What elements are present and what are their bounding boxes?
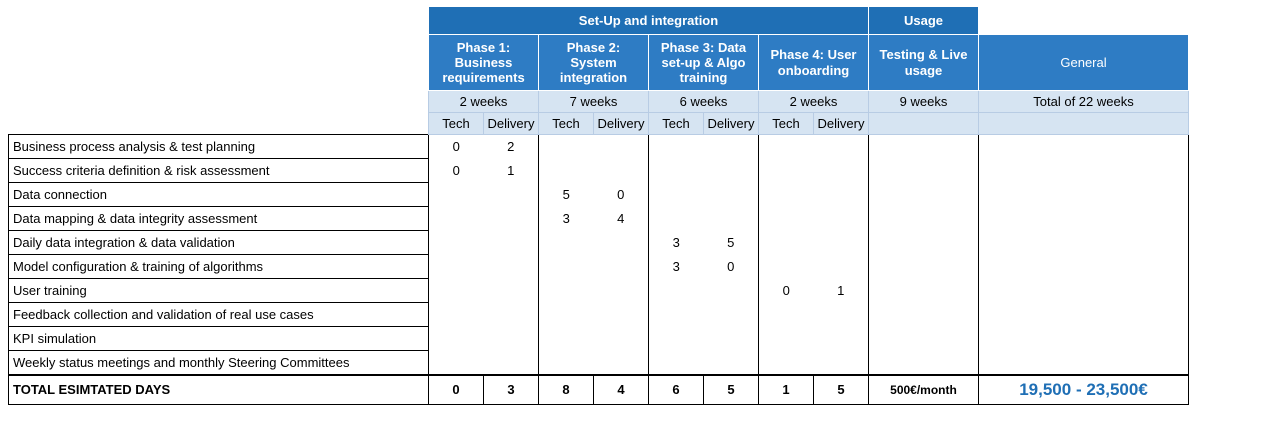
- phase-3-label: Phase 3: Data set-up & Algo training: [649, 35, 759, 91]
- phase-1-delivery-header: Delivery: [484, 113, 539, 135]
- usage-cell: [869, 351, 979, 375]
- cell-value: [814, 351, 869, 375]
- task-label: Data connection: [9, 183, 429, 207]
- cell-value: [539, 327, 594, 351]
- cell-value: [814, 183, 869, 207]
- cell-value: [484, 351, 539, 375]
- cell-value: [704, 279, 759, 303]
- task-label: User training: [9, 279, 429, 303]
- cell-value: [484, 231, 539, 255]
- usage-cell: [869, 135, 979, 159]
- cell-value: [429, 255, 484, 279]
- cell-value: [429, 303, 484, 327]
- cell-value: 0: [759, 279, 814, 303]
- duration-row: [9, 91, 1189, 113]
- phase-2-duration: 7 weeks: [539, 91, 649, 113]
- cell-value: [649, 183, 704, 207]
- cell-value: 0: [704, 255, 759, 279]
- cell-value: [814, 135, 869, 159]
- task-label: Data mapping & data integrity assessment: [9, 207, 429, 231]
- cell-value: [484, 303, 539, 327]
- totals-row: [9, 375, 1189, 405]
- usage-cell: [869, 279, 979, 303]
- usage-duration: 9 weeks: [869, 91, 979, 113]
- usage-cell: [869, 207, 979, 231]
- cell-value: [704, 351, 759, 375]
- totals-value: 3: [484, 375, 539, 405]
- phase-4-delivery-header: Delivery: [814, 113, 869, 135]
- phase-4-duration: 2 weeks: [759, 91, 869, 113]
- task-label: Success criteria definition & risk assessment: [9, 159, 429, 183]
- cell-value: [814, 207, 869, 231]
- cell-value: 1: [814, 279, 869, 303]
- cell-value: [704, 183, 759, 207]
- cell-value: [594, 255, 649, 279]
- phase-4-tech-header: Tech: [759, 113, 814, 135]
- totals-label: TOTAL ESIMTATED DAYS: [9, 375, 429, 405]
- cell-value: [594, 327, 649, 351]
- cell-value: [759, 303, 814, 327]
- cell-value: [429, 279, 484, 303]
- table-row: [9, 279, 1189, 303]
- cell-value: [484, 327, 539, 351]
- cell-value: [759, 351, 814, 375]
- cell-value: [704, 303, 759, 327]
- cell-value: 1: [484, 159, 539, 183]
- totals-value: 4: [594, 375, 649, 405]
- cell-value: [429, 351, 484, 375]
- general-cell: [979, 351, 1189, 375]
- cell-value: [649, 327, 704, 351]
- cell-value: [814, 231, 869, 255]
- cell-value: [814, 159, 869, 183]
- table-row: [9, 255, 1189, 279]
- cell-value: [429, 183, 484, 207]
- totals-value: 5: [704, 375, 759, 405]
- cell-value: [759, 135, 814, 159]
- general-cell: [979, 279, 1189, 303]
- table-row: [9, 183, 1189, 207]
- cell-value: [649, 303, 704, 327]
- table-row: [9, 231, 1189, 255]
- phase-2-label: Phase 2: System integration: [539, 35, 649, 91]
- phase-1-tech-header: Tech: [429, 113, 484, 135]
- usage-cell: [869, 183, 979, 207]
- usage-cell: [869, 327, 979, 351]
- cell-value: [759, 207, 814, 231]
- table-row: [9, 159, 1189, 183]
- usage-cell: [869, 231, 979, 255]
- cell-value: [649, 135, 704, 159]
- totals-usage-price: 500€/month: [869, 375, 979, 405]
- general-cell: [979, 255, 1189, 279]
- table-row: [9, 207, 1189, 231]
- cell-value: 0: [429, 159, 484, 183]
- cell-value: [594, 135, 649, 159]
- usage-cell: [869, 303, 979, 327]
- phase-2-tech-header: Tech: [539, 113, 594, 135]
- phase-3-duration: 6 weeks: [649, 91, 759, 113]
- totals-general-price: 19,500 - 23,500€: [979, 375, 1189, 405]
- general-subheader-empty: [979, 113, 1189, 135]
- general-duration: Total of 22 weeks: [979, 91, 1189, 113]
- totals-value: 0: [429, 375, 484, 405]
- table-row: [9, 303, 1189, 327]
- cell-value: [594, 351, 649, 375]
- phase-2-delivery-header: Delivery: [594, 113, 649, 135]
- cell-value: [649, 279, 704, 303]
- cell-value: [594, 303, 649, 327]
- cell-value: [484, 183, 539, 207]
- table-row: [9, 327, 1189, 351]
- totals-value: 8: [539, 375, 594, 405]
- task-label: Weekly status meetings and monthly Steering Committees: [9, 351, 429, 375]
- cell-value: [814, 255, 869, 279]
- cell-value: [814, 303, 869, 327]
- phase-1-duration: 2 weeks: [429, 91, 539, 113]
- cell-value: [704, 159, 759, 183]
- general-cell: [979, 159, 1189, 183]
- cell-value: [704, 135, 759, 159]
- cell-value: [484, 279, 539, 303]
- group-header-general-spacer: [979, 7, 1189, 35]
- cell-value: 0: [429, 135, 484, 159]
- task-label: KPI simulation: [9, 327, 429, 351]
- cell-value: [539, 159, 594, 183]
- general-label: General: [979, 35, 1189, 91]
- cell-value: 3: [649, 255, 704, 279]
- totals-value: 6: [649, 375, 704, 405]
- phase-4-label: Phase 4: User onboarding: [759, 35, 869, 91]
- task-label: Model configuration & training of algorithms: [9, 255, 429, 279]
- cell-value: 5: [704, 231, 759, 255]
- usage-subheader-empty: [869, 113, 979, 135]
- cell-value: [594, 159, 649, 183]
- cell-value: [649, 207, 704, 231]
- cell-value: [759, 159, 814, 183]
- phase-3-delivery-header: Delivery: [704, 113, 759, 135]
- phase-header-row: [9, 35, 1189, 91]
- empty-corner: [9, 7, 429, 35]
- cell-value: [649, 159, 704, 183]
- empty-corner-3: [9, 91, 429, 113]
- cell-value: [759, 183, 814, 207]
- cell-value: 0: [594, 183, 649, 207]
- cell-value: 4: [594, 207, 649, 231]
- cell-value: 5: [539, 183, 594, 207]
- cell-value: [539, 255, 594, 279]
- table-row: [9, 135, 1189, 159]
- subheader-row: [9, 113, 1189, 135]
- usage-phase-label: Testing & Live usage: [869, 35, 979, 91]
- cell-value: 3: [539, 207, 594, 231]
- usage-cell: [869, 159, 979, 183]
- cell-value: [539, 279, 594, 303]
- group-header-setup: Set-Up and integration: [429, 7, 869, 35]
- cell-value: [704, 327, 759, 351]
- cell-value: [704, 207, 759, 231]
- task-label: Business process analysis & test planning: [9, 135, 429, 159]
- table-row: [9, 351, 1189, 375]
- cell-value: [649, 351, 704, 375]
- cell-value: [484, 255, 539, 279]
- cell-value: [759, 327, 814, 351]
- cell-value: [539, 231, 594, 255]
- totals-value: 1: [759, 375, 814, 405]
- general-cell: [979, 231, 1189, 255]
- cell-value: [539, 351, 594, 375]
- phase-3-tech-header: Tech: [649, 113, 704, 135]
- phase-1-label: Phase 1: Business requirements: [429, 35, 539, 91]
- group-header-row: [9, 7, 1189, 35]
- cell-value: [759, 231, 814, 255]
- cell-value: [594, 279, 649, 303]
- cell-value: [429, 231, 484, 255]
- estimation-table: [8, 6, 1189, 405]
- cell-value: [539, 135, 594, 159]
- cell-value: [429, 207, 484, 231]
- cell-value: [814, 327, 869, 351]
- cell-value: [484, 207, 539, 231]
- general-cell: [979, 207, 1189, 231]
- cell-value: [594, 231, 649, 255]
- general-cell: [979, 327, 1189, 351]
- cell-value: 3: [649, 231, 704, 255]
- cell-value: [759, 255, 814, 279]
- cell-value: [429, 327, 484, 351]
- task-label: Daily data integration & data validation: [9, 231, 429, 255]
- general-cell: [979, 135, 1189, 159]
- empty-corner-4: [9, 113, 429, 135]
- general-cell: [979, 303, 1189, 327]
- general-cell: [979, 183, 1189, 207]
- totals-value: 5: [814, 375, 869, 405]
- usage-cell: [869, 255, 979, 279]
- cell-value: [539, 303, 594, 327]
- group-header-usage: Usage: [869, 7, 979, 35]
- empty-corner-2: [9, 35, 429, 91]
- task-label: Feedback collection and validation of real use cases: [9, 303, 429, 327]
- cell-value: 2: [484, 135, 539, 159]
